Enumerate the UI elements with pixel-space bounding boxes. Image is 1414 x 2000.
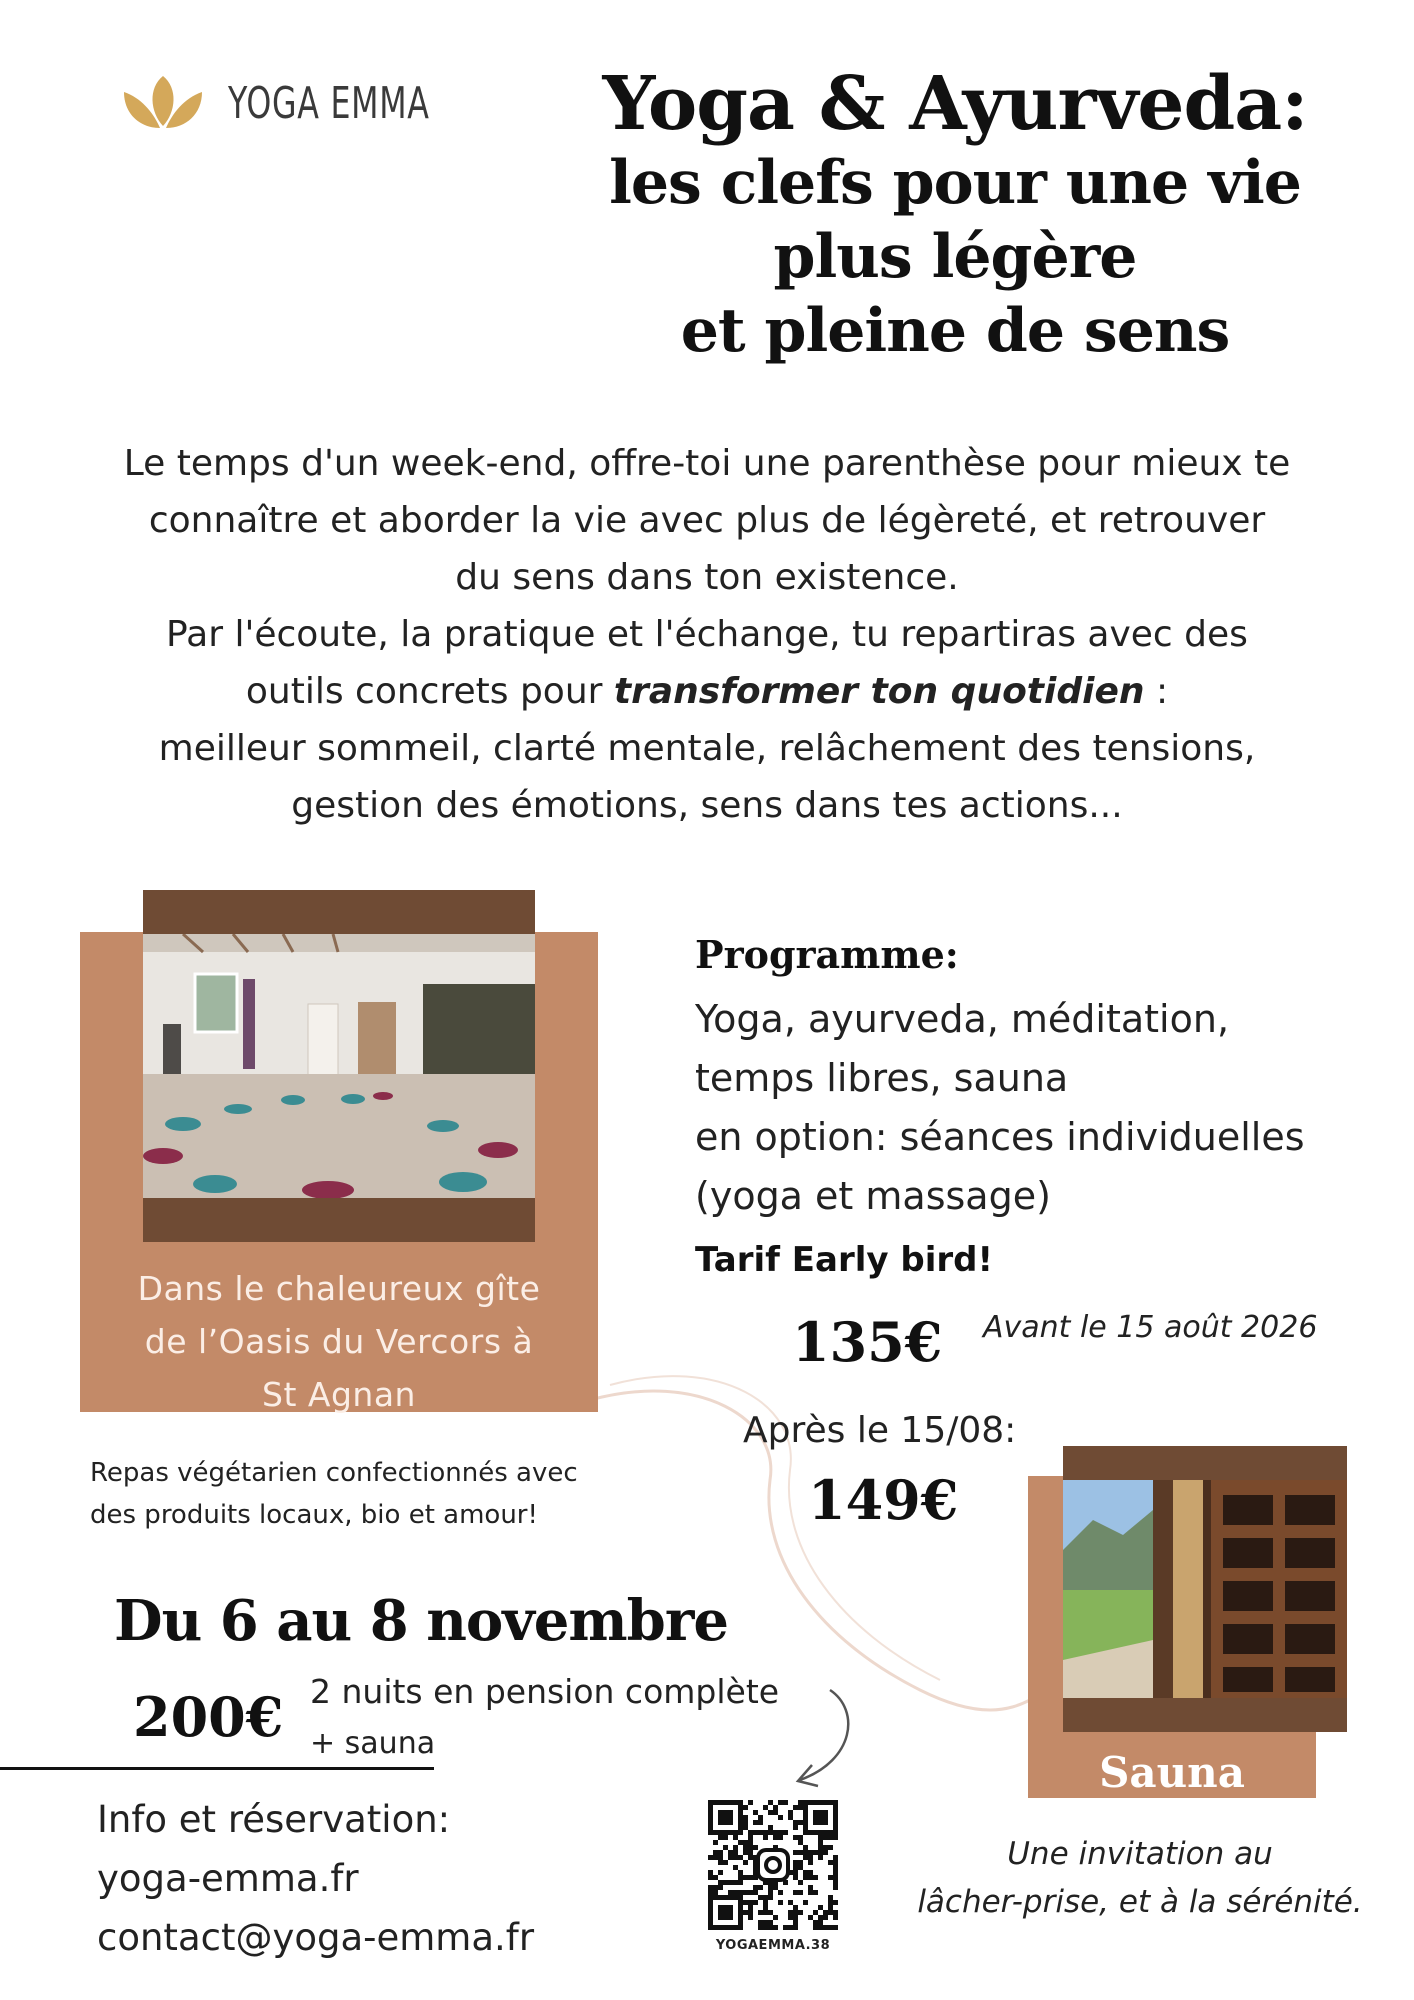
title-line: les clefs pour une vie [609,148,1301,218]
late-price-label: Après le 15/08: [743,1410,1017,1451]
sauna-photo [1063,1480,1347,1698]
programme-list [695,990,1305,1226]
intro-line: meilleur sommeil, clarté mentale, relâchement des tensions, [158,728,1256,769]
contact-info [97,1790,534,1967]
meals-note [90,1452,578,1536]
intro-line [60,663,1354,720]
intro-text-part: : [1144,671,1169,712]
event-includes [310,1666,779,1770]
contact-label: Info et réservation: [97,1798,451,1841]
intro-line: Par l'écoute, la pratique et l'échange, tu repartiras avec des [166,614,1248,655]
programme-line: temps libres, sauna [695,1056,1069,1100]
sauna-label: Sauna [1099,1748,1245,1797]
title-line: plus légère [773,222,1137,292]
intro-line: du sens dans ton existence. [455,557,959,598]
invitation-line: Une invitation au [1007,1836,1273,1872]
venue-room-photo [143,934,535,1198]
website-link[interactable]: yoga-emma.fr [97,1857,359,1900]
early-bird-price: 135€ [792,1310,943,1374]
venue-caption [80,1262,598,1421]
title-line: Yoga & Ayurveda: [602,61,1308,147]
brand-name: YOGA EMMA [228,78,430,129]
venue-caption-line: Dans le chaleureux gîte [137,1269,541,1308]
meals-line: Repas végétarien confectionnés avec [90,1458,578,1488]
intro-text-part: outils concrets pour [245,671,614,712]
venue-caption-line: St Agnan [262,1375,416,1414]
programme-line: Yoga, ayurveda, méditation, [695,997,1230,1041]
event-dates: Du 6 au 8 novembre [114,1588,728,1654]
qr-code-icon[interactable] [708,1800,838,1930]
title-line: et pleine de sens [680,296,1230,366]
intro-text [60,435,1354,834]
divider [0,1767,434,1770]
email-link[interactable]: contact@yoga-emma.fr [97,1916,535,1959]
early-bird-label: Tarif Early bird! [695,1240,993,1280]
intro-emphasis: transformer ton quotidien [613,671,1145,712]
intro-line: Le temps d'un week-end, offre-toi une parenthèse pour mieux te [123,443,1291,484]
includes-line: 2 nuits en pension complète [310,1672,780,1711]
programme-line: en option: séances individuelles [695,1115,1305,1159]
event-price: 200€ [133,1685,284,1749]
early-bird-deadline: Avant le 15 août 2026 [983,1310,1318,1345]
programme-title: Programme: [695,932,959,977]
invitation-line: lâcher-prise, et à la sérénité. [917,1884,1363,1920]
intro-line: gestion des émotions, sens dans tes actions... [291,785,1123,826]
arrow-icon [800,1690,848,1780]
late-price: 149€ [808,1468,959,1532]
venue-caption-line: de l’Oasis du Vercors à [144,1322,534,1361]
intro-line: connaître et aborder la vie avec plus de légèreté, et retrouver [148,500,1266,541]
page-title [560,62,1350,368]
qr-label: YOGAEMMA.38 [715,1938,831,1953]
sauna-invitation [890,1830,1390,1926]
includes-line: + sauna [310,1726,436,1761]
meals-line: des produits locaux, bio et amour! [90,1500,538,1530]
programme-line: (yoga et massage) [695,1174,1051,1218]
